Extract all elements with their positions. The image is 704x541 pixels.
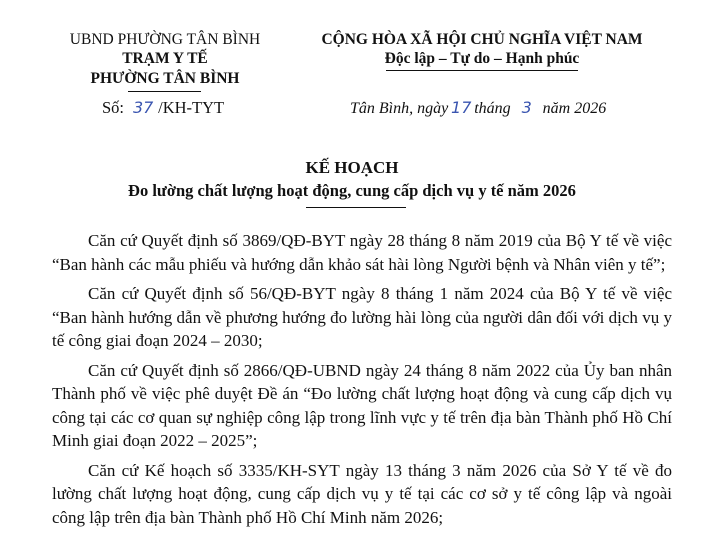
legal-basis-paragraph-4: Căn cứ Kế hoạch số 3335/KH-SYT ngày 13 tháng 3 năm 2026 của Sở Y tế về đo lường chất lượng hoạt động, cung cấp dịch vụ y tế tại các cơ sở y tế công lập và ngoài công lập trên địa bàn Thành phố Hồ Chí Minh năm 2026; (52, 460, 672, 527)
place-label: Tân Bình, ngày (350, 100, 449, 117)
docno-prefix: Số: (102, 98, 125, 117)
document-subject: Đo lường chất lượng hoạt động, cung cấp dịch vụ y tế năm 2026 (128, 181, 576, 200)
national-title: CỘNG HÒA XÃ HỘI CHỦ NGHĨA VIỆT NAM (321, 31, 643, 48)
place-and-date (350, 98, 606, 118)
issuing-authority: UBND PHƯỜNG TÂN BÌNH (69, 31, 261, 48)
motto-underline (386, 70, 578, 71)
issuing-unit-line1: TRẠM Y TẾ (122, 50, 208, 67)
document-type-title: KẾ HOẠCH (305, 158, 399, 177)
title-underline (306, 207, 406, 208)
month-handwritten: 3 (521, 98, 532, 117)
year-label: năm 2026 (542, 100, 607, 117)
national-motto: Độc lập – Tự do – Hạnh phúc (384, 50, 580, 67)
docno-suffix: /KH-TYT (158, 98, 225, 117)
month-label: tháng (474, 100, 511, 117)
docno-handwritten: 37 (132, 98, 154, 117)
legal-basis-paragraph-1: Căn cứ Quyết định số 3869/QĐ-BYT ngày 28 tháng 8 năm 2019 của Bộ Y tế về việc “Ban hành các mẫu phiếu và hướng dẫn khảo sát hài lòng Người bệnh và Nhân viên y tế”; (52, 231, 672, 274)
legal-basis-paragraph-3: Căn cứ Quyết định số 2866/QĐ-UBND ngày 24 tháng 8 năm 2022 của Ủy ban nhân Thành phố về việc phê duyệt Đề án “Đo lường chất lượng hoạt động và cung cấp dịch vụ công tại các cơ quan sự nghiệp công lập trong lĩnh vực y tế trên địa bàn Thành phố Hồ Chí Minh giai đoạn 2022 – 2025”; (52, 360, 672, 450)
day-handwritten: 17 (451, 98, 472, 117)
issuing-unit-line2: PHƯỜNG TÂN BÌNH (90, 70, 240, 87)
legal-basis-paragraph-2: Căn cứ Quyết định số 56/QĐ-BYT ngày 8 tháng 1 năm 2024 của Bộ Y tế về việc “Ban hành hướng dẫn về phương hướng đo lường hài lòng của người dân đối với dịch vụ y tế công giai đoạn 2024 – 2030; (52, 284, 672, 350)
unit-underline (128, 91, 201, 92)
document-body (52, 229, 672, 535)
document-number (102, 98, 224, 118)
